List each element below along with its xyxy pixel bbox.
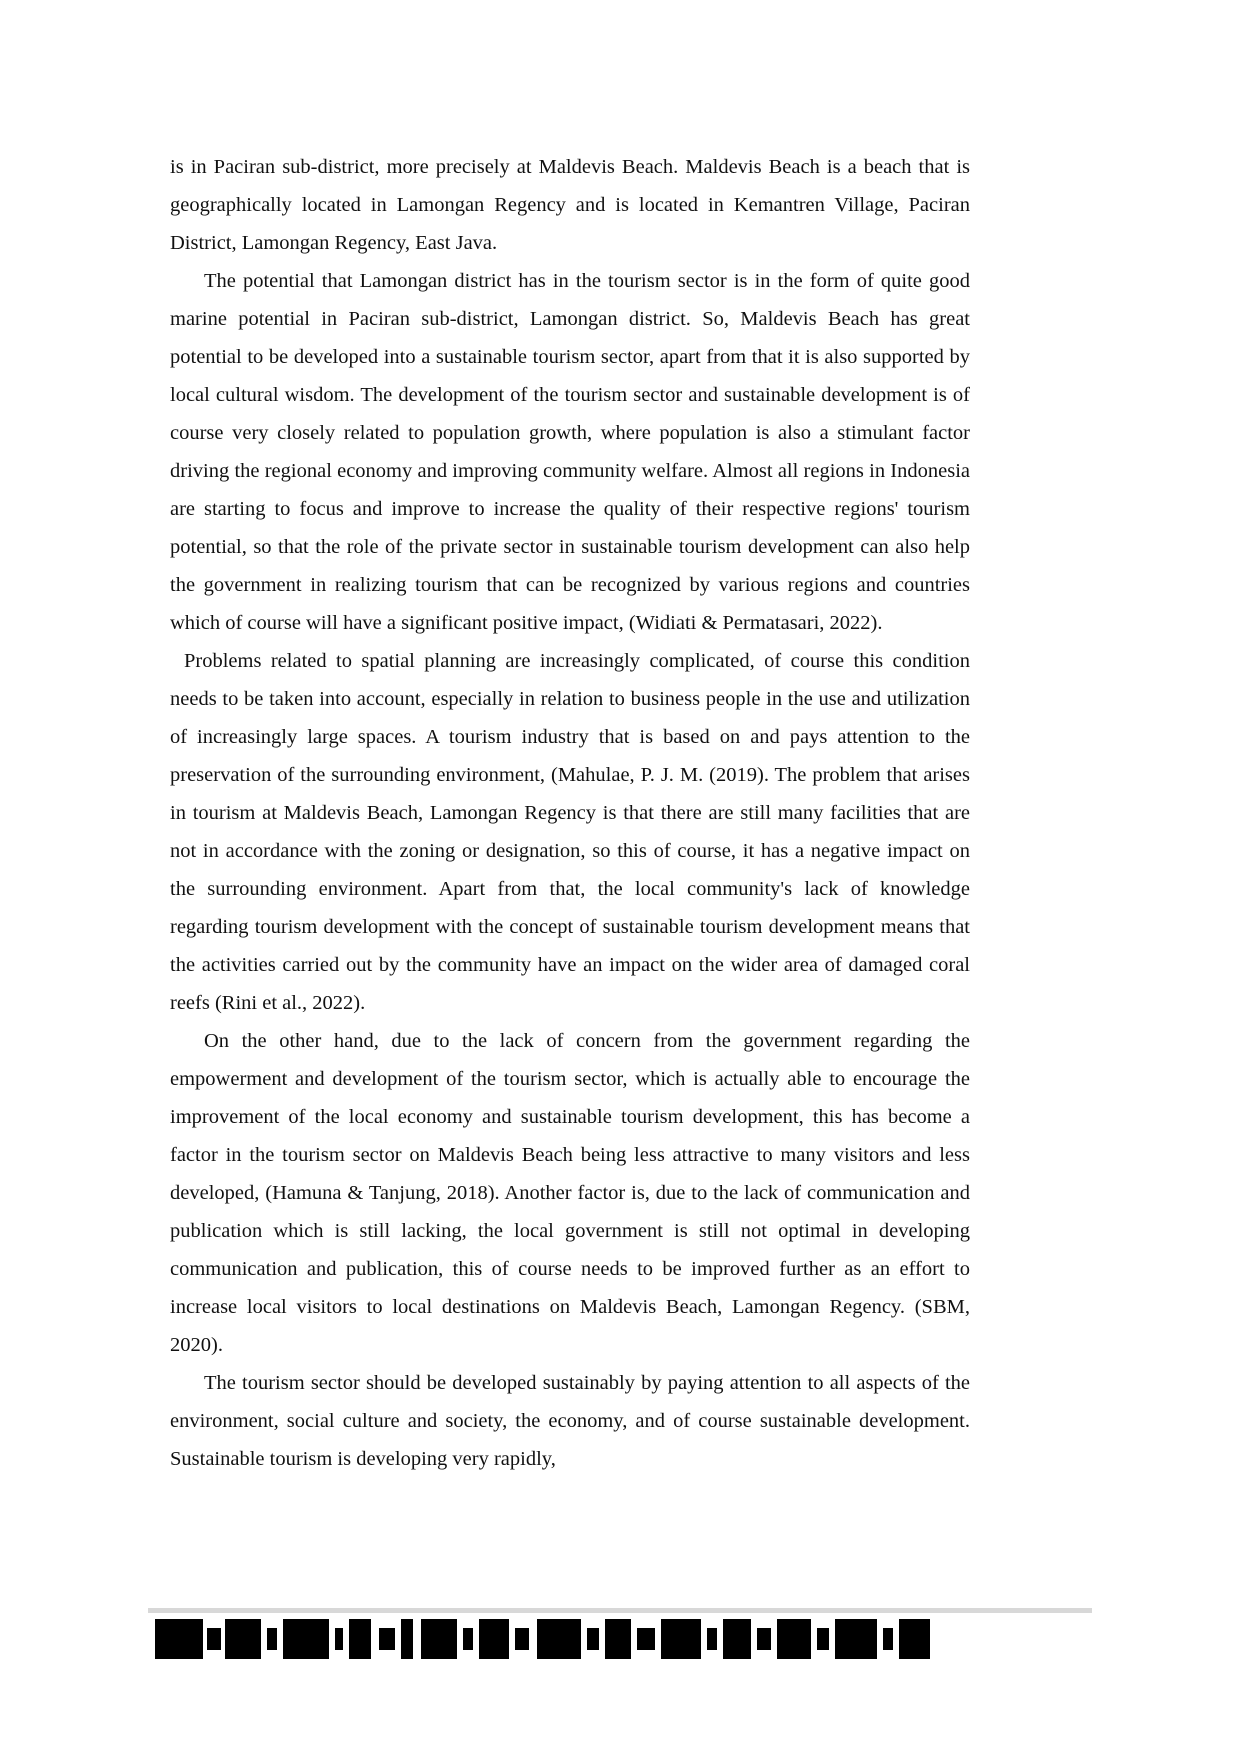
redaction-block	[335, 1628, 343, 1650]
redaction-block	[349, 1619, 371, 1659]
redaction-block	[401, 1619, 413, 1659]
redaction-block	[757, 1628, 771, 1650]
redaction-block	[661, 1619, 701, 1659]
redaction-block	[463, 1628, 473, 1650]
redaction-block	[835, 1619, 877, 1659]
footer-redaction-blocks	[155, 1621, 930, 1657]
paragraph: The tourism sector should be developed sustainably by paying attention to all aspects of the environment, social culture and society, the economy, and of course sustainable development. Sustainable tourism is developing very rapidly,	[170, 1372, 970, 1470]
redaction-block	[537, 1619, 581, 1659]
redaction-block	[899, 1619, 930, 1659]
redaction-block	[637, 1628, 655, 1650]
redaction-block	[479, 1619, 509, 1659]
redaction-block	[587, 1628, 599, 1650]
redaction-block	[421, 1619, 457, 1659]
redaction-block	[707, 1628, 717, 1650]
redaction-block	[515, 1628, 529, 1650]
redaction-block	[605, 1619, 631, 1659]
redaction-block	[883, 1628, 893, 1650]
paragraph: Problems related to spatial planning are increasingly complicated, of course this condition needs to be taken into account, especially in relation to business people in the use and utilization of increasingly large spaces. A tourism industry that is based on and pays attention to the preservation of the surrounding environment, (Mahulae, P. J. M. (2019). The problem that arises in tourism at Maldevis Beach, Lamongan Regency is that there are still many facilities that are not in accordance with the zoning or designation, so this of course, it has a negative impact on the surrounding environment. Apart from that, the local community's lack of knowledge regarding tourism development with the concept of sustainable tourism development means that the activities carried out by the community have an impact on the wider area of damaged coral reefs (Rini et al., 2022).	[170, 650, 970, 1014]
paragraph: The potential that Lamongan district has in the tourism sector is in the form of quite good marine potential in Paciran sub-district, Lamongan district. So, Maldevis Beach has great potential to be developed into a sustainable tourism sector, apart from that it is also supported by local cultural wisdom. The development of the tourism sector and sustainable development is of course very closely related to population growth, where population is also a stimulant factor driving the regional economy and improving community welfare. Almost all regions in Indonesia are starting to focus and improve to increase the quality of their respective regions' tourism potential, so that the role of the private sector in sustainable tourism development can also help the government in realizing tourism that can be recognized by various regions and countries which of course will have a significant positive impact, (Widiati & Permatasari, 2022).	[170, 270, 970, 634]
paragraph: is in Paciran sub-district, more precisely at Maldevis Beach. Maldevis Beach is a beach that is geographically located in Lamongan Regency and is located in Kemantren Village, Paciran District, Lamongan Regency, East Java.	[170, 156, 970, 254]
paragraph: On the other hand, due to the lack of concern from the government regarding the empowerment and development of the tourism sector, which is actually able to encourage the improvement of the local economy and sustainable tourism development, this has become a factor in the tourism sector on Maldevis Beach being less attractive to many visitors and less developed, (Hamuna & Tanjung, 2018). Another factor is, due to the lack of communication and publication which is still lacking, the local government is still not optimal in developing communication and publication, this of course needs to be improved further as an effort to increase local visitors to local destinations on Maldevis Beach, Lamongan Regency. (SBM, 2020).	[170, 1030, 970, 1356]
redaction-block	[225, 1619, 261, 1659]
redaction-block	[155, 1619, 203, 1659]
body-text-column	[170, 148, 970, 1478]
redaction-block	[723, 1619, 751, 1659]
footer-artifact-band	[0, 1594, 1240, 1754]
redaction-block	[777, 1619, 811, 1659]
redaction-block	[267, 1628, 277, 1650]
redaction-block	[207, 1628, 221, 1650]
footer-divider	[148, 1608, 1092, 1613]
redaction-block	[379, 1628, 395, 1650]
redaction-block	[817, 1628, 829, 1650]
redaction-block	[283, 1619, 329, 1659]
